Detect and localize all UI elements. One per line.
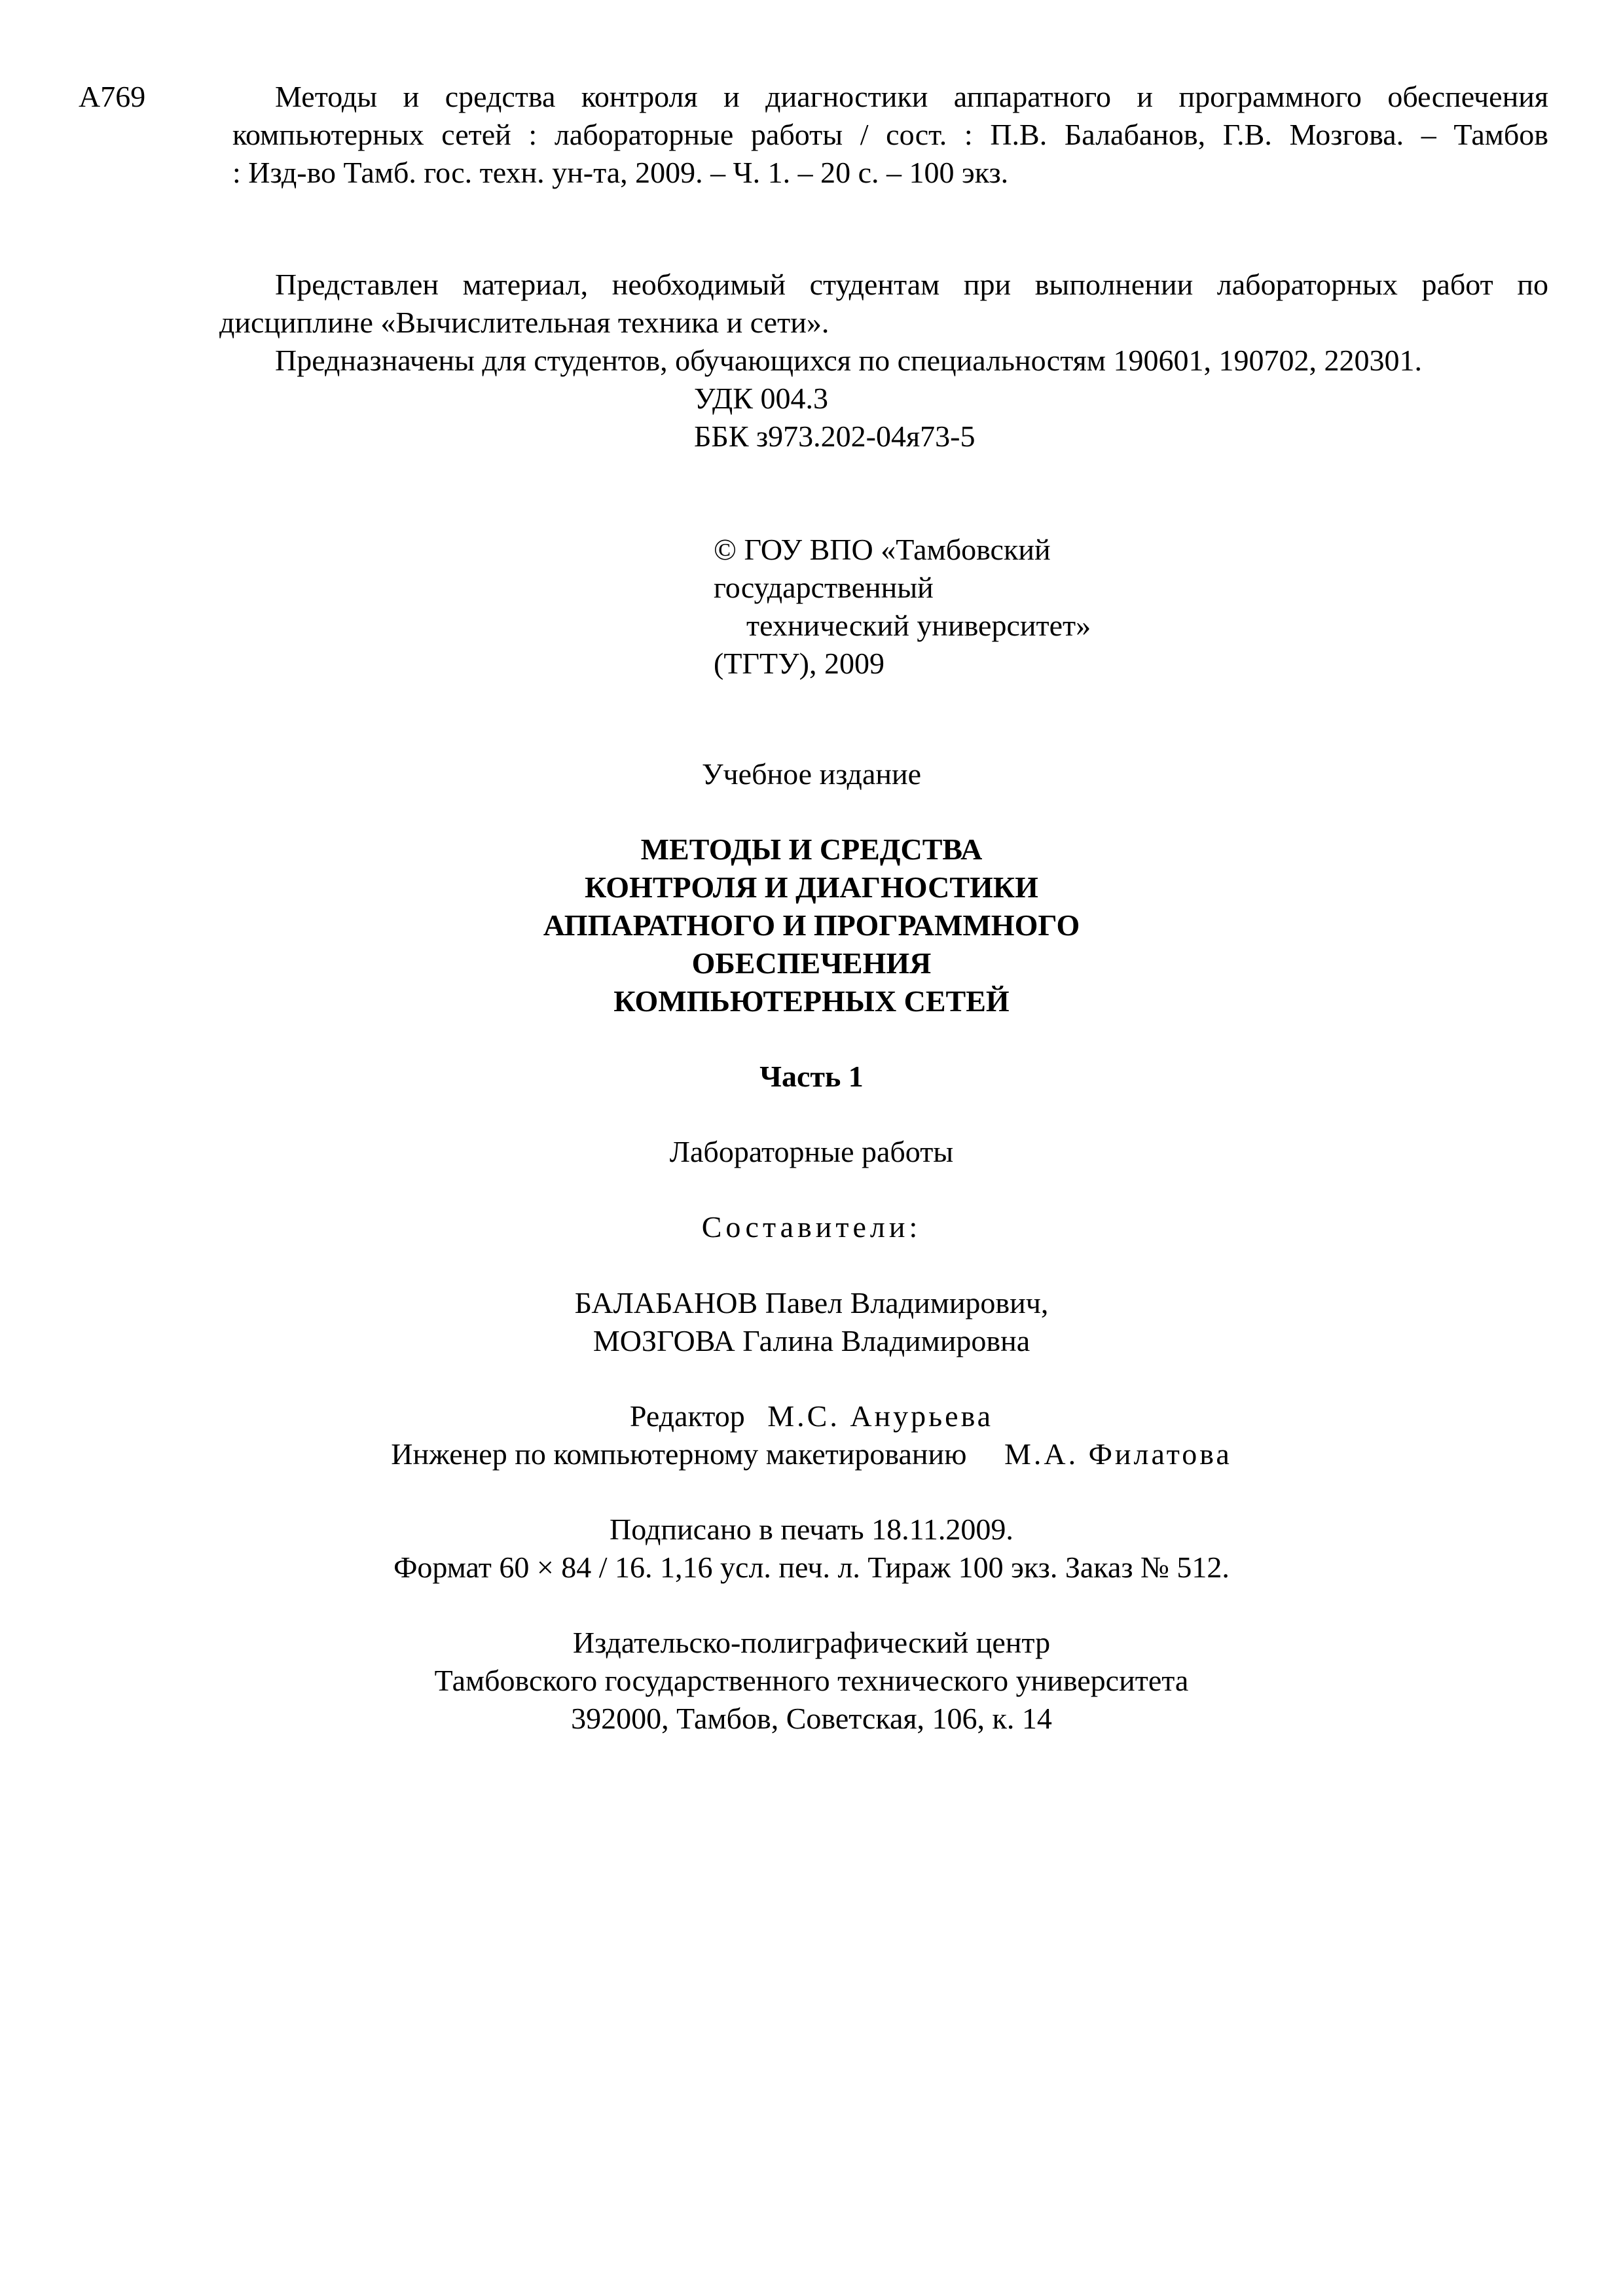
editor-line (0, 1397, 1623, 1436)
engineer-label: Инженер по компьютерному макетированию (391, 1437, 967, 1471)
udk-code: УДК 004.3 (694, 382, 828, 415)
title-line-5: КОМПЬЮТЕРНЫХ СЕТЕЙ (613, 984, 1010, 1018)
publisher-address: 392000, Тамбов, Советская, 106, к. 14 (571, 1702, 1052, 1735)
title-line-3: АППАРАТНОГО И ПРОГРАММНОГО (543, 908, 1080, 942)
signed-date: Подписано в печать 18.11.2009. (610, 1513, 1013, 1546)
copyright-line-2: государственный (714, 571, 934, 604)
title-line-4: ОБЕСПЕЧЕНИЯ (691, 946, 932, 980)
bibliography-line-1: Методы и средства контроля и диагностики аппаратного и программного обеспечения (275, 80, 1548, 113)
compilers-heading: Составители: (701, 1210, 922, 1244)
compiler-1: БАЛАБАНОВ Павел Владимирович, (574, 1286, 1049, 1319)
engineer-name: М.А. Филатова (1004, 1437, 1232, 1471)
copyright-line-4: (ТГТУ), 2009 (714, 647, 884, 680)
print-format: Формат 60 × 84 / 16. 1,16 усл. печ. л. Тираж 100 экз. Заказ № 512. (393, 1551, 1230, 1584)
editor-label: Редактор (629, 1399, 745, 1433)
annotation-line-1: Представлен материал, необходимый студентам при выполнении лабораторных работ по (275, 268, 1548, 301)
copyright-line-1: © ГОУ ВПО «Тамбовский (714, 533, 1051, 566)
bibliography-line-3: : Изд-во Тамб. гос. техн. ун-та, 2009. – Ч. 1. – 20 с. – 100 экз. (232, 156, 1009, 189)
catalog-code: А769 (79, 80, 146, 113)
annotation-line-3: Предназначены для студентов, обучающихся по специальностям 190601, 190702, 220301. (275, 344, 1422, 377)
editor-name: М.С. Анурьева (767, 1399, 994, 1433)
publisher-line-1: Издательско-полиграфический центр (572, 1626, 1051, 1659)
part-number: Часть 1 (759, 1060, 864, 1093)
bbk-code: ББК з973.202-04я73-5 (694, 420, 976, 453)
bibliography-line-2: компьютерных сетей : лабораторные работы / сост. : П.В. Балабанов, Г.В. Мозгова. – Тамбов (232, 118, 1548, 151)
title-line-2: КОНТРОЛЯ И ДИАГНОСТИКИ (585, 870, 1038, 904)
edition-type: Учебное издание (701, 757, 922, 791)
title-line-1: МЕТОДЫ И СРЕДСТВА (640, 833, 983, 866)
subtitle: Лабораторные работы (669, 1135, 954, 1168)
compiler-2: МОЗГОВА Галина Владимировна (593, 1324, 1030, 1357)
copyright-line-3: технический университет» (746, 609, 1091, 642)
publisher-line-2: Тамбовского государственного технического университета (434, 1664, 1189, 1697)
engineer-line (0, 1435, 1623, 1474)
annotation-line-2: дисциплине «Вычислительная техника и сети». (219, 306, 830, 339)
